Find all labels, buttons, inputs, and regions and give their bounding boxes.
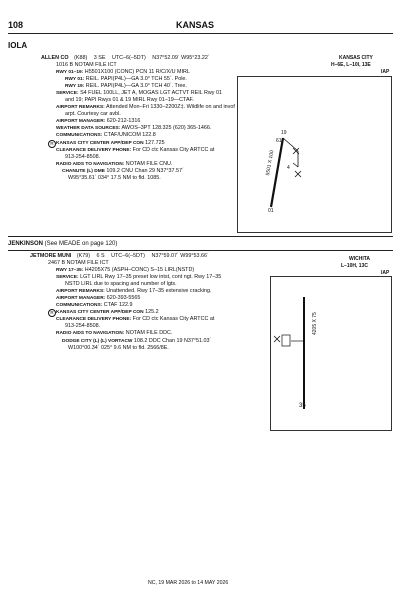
section-rule bbox=[8, 250, 393, 251]
elev-line: 1016 B NOTAM FILE ICT bbox=[56, 62, 117, 68]
field-value: For CD ctc Kansas City ARTCC at bbox=[131, 316, 215, 323]
airport-id: (K79) bbox=[76, 253, 91, 259]
airport-utc: UTC–6(–5DT) bbox=[111, 55, 146, 61]
airport-name: ALLEN CO bbox=[41, 55, 69, 61]
entry-line bbox=[56, 118, 140, 125]
entry-line bbox=[56, 302, 132, 309]
entry-line bbox=[65, 154, 100, 161]
field-value: 620-212-1316 bbox=[105, 118, 141, 125]
field-value: Attended Mon–Fri 1330–2200Z‡. Wildlife on and invof bbox=[104, 104, 235, 111]
charts: H–6E, L–10I, 13E bbox=[331, 62, 371, 68]
field-value: H4205X75 (ASPH–CONC) S–15 LIRL(NSTD) bbox=[83, 267, 195, 273]
entry-line bbox=[56, 288, 211, 295]
entry-line bbox=[65, 281, 177, 288]
field-label: CLEARANCE DELIVERY PHONE: bbox=[56, 147, 132, 153]
field-label: WEATHER DATA SOURCES: bbox=[56, 126, 121, 132]
beacon-icon bbox=[295, 171, 301, 177]
jetmore-diagram bbox=[270, 276, 392, 431]
jenkinson-entry bbox=[8, 241, 117, 248]
entry-line bbox=[65, 323, 100, 330]
field-value: For CD ctc Kansas City ARTCC at bbox=[131, 146, 215, 153]
airport-id: (K88) bbox=[74, 55, 88, 61]
field-value: CTAF 122.9 bbox=[102, 302, 133, 309]
field-value: NOTAM FILE DDC. bbox=[124, 330, 173, 337]
airport-header-line bbox=[41, 55, 210, 62]
entry-line bbox=[65, 76, 187, 83]
field-value: NOTAM FILE CNU. bbox=[124, 160, 173, 167]
field-label: RWY 19: bbox=[65, 84, 85, 90]
runway-dimensions: 4205 X 75 bbox=[312, 312, 318, 335]
entry-line bbox=[56, 125, 211, 132]
field-label: KANSAS CITY CENTER APP/DEP CON bbox=[56, 310, 144, 316]
field-label: RADIO AIDS TO NAVIGATION: bbox=[56, 161, 125, 167]
apron bbox=[282, 335, 290, 346]
field-label: AIRPORT MANAGER: bbox=[56, 119, 106, 125]
field-value: 108.2 DDC Chan 19 N37°51.03´ bbox=[132, 337, 212, 344]
jenkinson-ref: (See MEADE on page 120) bbox=[43, 241, 118, 247]
beacon-icon bbox=[274, 336, 280, 342]
field-label: KANSAS CITY CENTER APP/DEP CON bbox=[56, 140, 144, 146]
field-value: arpt. Courtesy car avbl. bbox=[65, 111, 121, 118]
entry-line bbox=[68, 345, 169, 352]
field-label: RADIO AIDS TO NAVIGATION: bbox=[56, 331, 125, 337]
charts: L–10H, 13C bbox=[341, 263, 368, 269]
entry-line bbox=[56, 132, 156, 139]
elevation-label: 4 bbox=[287, 165, 290, 171]
airport-loc: 3 SE bbox=[93, 55, 106, 61]
radar-circle-icon: R bbox=[48, 309, 56, 317]
field-value: Unattended. Rwy 17–35 extensive cracking. bbox=[104, 288, 212, 295]
entry-line bbox=[65, 83, 187, 90]
runway-diagram-svg bbox=[271, 277, 393, 432]
runway-dimensions: 5501 X 100 bbox=[265, 149, 276, 177]
entry-line bbox=[65, 97, 194, 104]
entry-line bbox=[56, 161, 172, 168]
header-rule bbox=[8, 33, 393, 34]
region: WICHITA bbox=[349, 256, 371, 262]
entry-line bbox=[56, 90, 222, 97]
airport-coords: N37°59.07´ W99°53.66´ bbox=[151, 253, 209, 259]
field-value: CTAF/UNICOM 122.8 bbox=[102, 132, 156, 139]
field-value: S4 FUEL 100LL, JET A, MOGAS LGT ACTVT REIL Rwy 01 bbox=[78, 90, 222, 97]
entry-line bbox=[56, 316, 214, 323]
iap: IAP bbox=[381, 69, 390, 75]
allen-diagram bbox=[237, 76, 392, 233]
iap: IAP bbox=[381, 270, 390, 276]
elevation-label: 61 bbox=[276, 138, 282, 144]
state-title: KANSAS bbox=[176, 20, 215, 30]
entry-line bbox=[56, 267, 194, 274]
field-value: 913-254-8508. bbox=[65, 153, 101, 160]
page-number: 108 bbox=[8, 20, 24, 30]
entry-line bbox=[62, 168, 184, 175]
airport-name: JETMORE MUNI bbox=[30, 253, 72, 259]
elev-line: 2467 B NOTAM FILE ICT bbox=[48, 260, 109, 266]
field-label: CHANUTE (L) DME bbox=[62, 168, 105, 174]
jenkinson-name: JENKINSON bbox=[8, 241, 44, 247]
field-label: COMMUNICATIONS: bbox=[56, 303, 103, 309]
field-value: AWOS–3PT 128.325 (620) 365-1466. bbox=[120, 125, 212, 132]
runway-number: 01 bbox=[268, 208, 274, 214]
entry-line bbox=[62, 338, 211, 345]
airport-header-line bbox=[30, 253, 209, 260]
field-value: W95°35.61´ 034° 17.5 NM to fld. 1085. bbox=[68, 174, 161, 181]
runway-number: 35 bbox=[299, 403, 306, 409]
field-value: LGT LIRL Rwy 17–35 preset low intst, cont ngt. Rwy 17–35 bbox=[78, 274, 222, 281]
field-value: and 19; PAPI Rwys 01 & 19 MIRL Rwy 01–19—CTAF. bbox=[65, 97, 194, 104]
field-value: REIL. PAPI(P4L)—GA 3.0° TCH 55´. Pole. bbox=[84, 76, 187, 83]
field-label: DODGE CITY (L) (L) VORTACW bbox=[62, 338, 133, 344]
airport-utc: UTC–6(–5DT) bbox=[111, 253, 145, 259]
runway-diagram-svg bbox=[238, 77, 393, 234]
entry-line bbox=[56, 295, 140, 302]
entry-line bbox=[56, 147, 214, 154]
field-label: COMMUNICATIONS: bbox=[56, 133, 103, 139]
city-iola: IOLA bbox=[8, 41, 28, 50]
field-label: AIRPORT REMARKS: bbox=[56, 105, 105, 111]
field-label: RWY 01–19: bbox=[56, 70, 84, 75]
field-value: 127.725 bbox=[143, 139, 165, 146]
field-value: 109.2 CNU Chan 29 N37°37.57´ bbox=[104, 167, 184, 174]
radar-circle-icon: R bbox=[48, 140, 56, 148]
field-label: SERVICE: bbox=[56, 275, 79, 281]
entry-line bbox=[56, 104, 235, 111]
field-label: RWY 01: bbox=[65, 77, 85, 83]
field-value: 620-393-5565 bbox=[105, 295, 141, 302]
field-value: REIL. PAPI(P4L)—GA 3.0° TCH 40´. Tree. bbox=[84, 83, 187, 90]
entry-line bbox=[56, 330, 172, 337]
section-rule bbox=[8, 236, 393, 237]
field-value: W100°00.34´ 025° 9.6 NM to fld. 2566/8E. bbox=[68, 344, 169, 351]
runway-number: 19 bbox=[281, 130, 287, 136]
field-value: NSTD LIRL due to spacing and number of lgts. bbox=[65, 281, 177, 288]
field-value: H5501X100 (CONC) PCN 11 R/C/X/U MIRL bbox=[83, 69, 190, 75]
field-label: RWY 17–35: bbox=[56, 268, 84, 273]
entry-line bbox=[65, 111, 121, 118]
taxiway bbox=[293, 163, 298, 167]
field-label: AIRPORT MANAGER: bbox=[56, 296, 106, 302]
airport-coords: N37°52.09´ W95°23.22´ bbox=[152, 55, 210, 61]
entry-line bbox=[50, 139, 165, 147]
field-value: 913-254-8508. bbox=[65, 323, 101, 330]
entry-line bbox=[50, 309, 159, 316]
airport-loc: 6 S bbox=[96, 253, 105, 259]
region: KANSAS CITY bbox=[339, 55, 373, 61]
field-label: SERVICE: bbox=[56, 91, 79, 97]
runway-01-19 bbox=[271, 138, 283, 207]
taxiway bbox=[283, 138, 298, 151]
entry-line bbox=[56, 69, 190, 76]
field-value: 125.2 bbox=[143, 309, 159, 316]
field-label: CLEARANCE DELIVERY PHONE: bbox=[56, 317, 132, 323]
entry-line bbox=[56, 274, 221, 281]
footer-dates: NC, 19 MAR 2026 to 14 MAY 2026 bbox=[148, 580, 229, 586]
field-label: AIRPORT REMARKS: bbox=[56, 289, 105, 295]
entry-line bbox=[68, 175, 161, 182]
